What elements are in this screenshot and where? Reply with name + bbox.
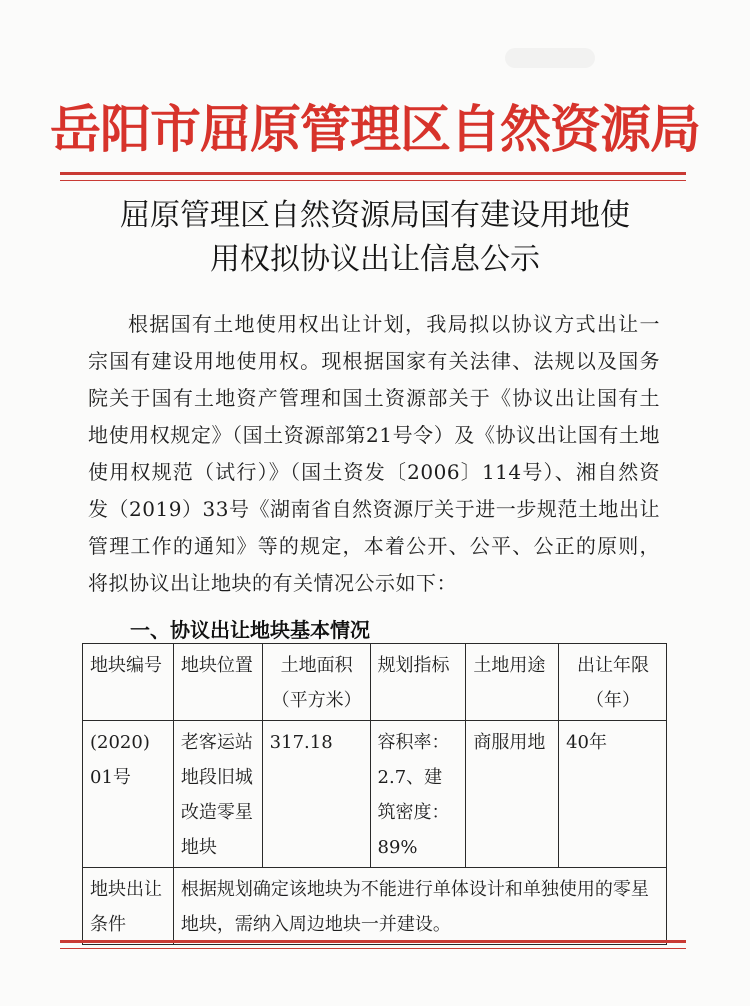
document-body bbox=[88, 306, 660, 602]
faint-stamp-mark bbox=[505, 48, 595, 68]
document-title bbox=[70, 194, 680, 282]
agency-header-title: 岳阳市屈原管理区自然资源局 bbox=[49, 100, 700, 160]
footer-rule-thin bbox=[60, 948, 686, 949]
parcel-info-table bbox=[82, 643, 667, 945]
header-cell-location: 地块位置 bbox=[173, 644, 262, 721]
cell-parcel-no: (2020) 01号 bbox=[83, 721, 174, 868]
header-cell-term: 出让年限（年） bbox=[559, 644, 667, 721]
cell-conditions-label: 地块出让条件 bbox=[83, 868, 174, 945]
header-cell-planning: 规划指标 bbox=[370, 644, 466, 721]
document-title-line1: 屈原管理区自然资源局国有建设用地使 bbox=[120, 198, 630, 233]
header-cell-use: 土地用途 bbox=[466, 644, 559, 721]
body-paragraph: 根据国有土地使用权出让计划，我局拟以协议方式出让一宗国有建设用地使用权。现根据国家有关法律、法规以及国务院关于国有土地资产管理和国土资源部关于《协议出让国有土地使用权规定》（国土资源部第21号令）及《协议出让国有土地使用权规范（试行）》（国土资发〔2006〕114号）、湘自然资发（2019）33号《湖南省自然资源厅关于进一步规范土地出让管理工作的通知》等的规定，本着公开、公平、公正的原则，将拟协议出让地块的有关情况公示如下： bbox=[88, 312, 660, 595]
table-conditions-row bbox=[83, 868, 667, 945]
header-cell-area: 土地面积（平方米） bbox=[262, 644, 370, 721]
header-rule-thin bbox=[60, 180, 686, 181]
section-heading: 一、协议出让地块基本情况 bbox=[130, 618, 370, 642]
cell-planning: 容积率：2.7、建筑密度：89% bbox=[370, 721, 466, 868]
table-header-row bbox=[83, 644, 667, 721]
cell-use: 商服用地 bbox=[466, 721, 559, 868]
cell-location: 老客运站地段旧城改造零星地块 bbox=[173, 721, 262, 868]
header-cell-parcel-no: 地块编号 bbox=[83, 644, 174, 721]
cell-conditions-text: 根据规划确定该地块为不能进行单体设计和单独使用的零星地块，需纳入周边地块一并建设。 bbox=[173, 868, 666, 945]
cell-area: 317.18 bbox=[262, 721, 370, 868]
cell-term: 40年 bbox=[559, 721, 667, 868]
footer-rule-thick bbox=[60, 940, 686, 943]
document-title-line2: 用权拟协议出让信息公示 bbox=[210, 242, 540, 277]
header-rule-thick bbox=[60, 172, 686, 175]
table-row bbox=[83, 721, 667, 868]
